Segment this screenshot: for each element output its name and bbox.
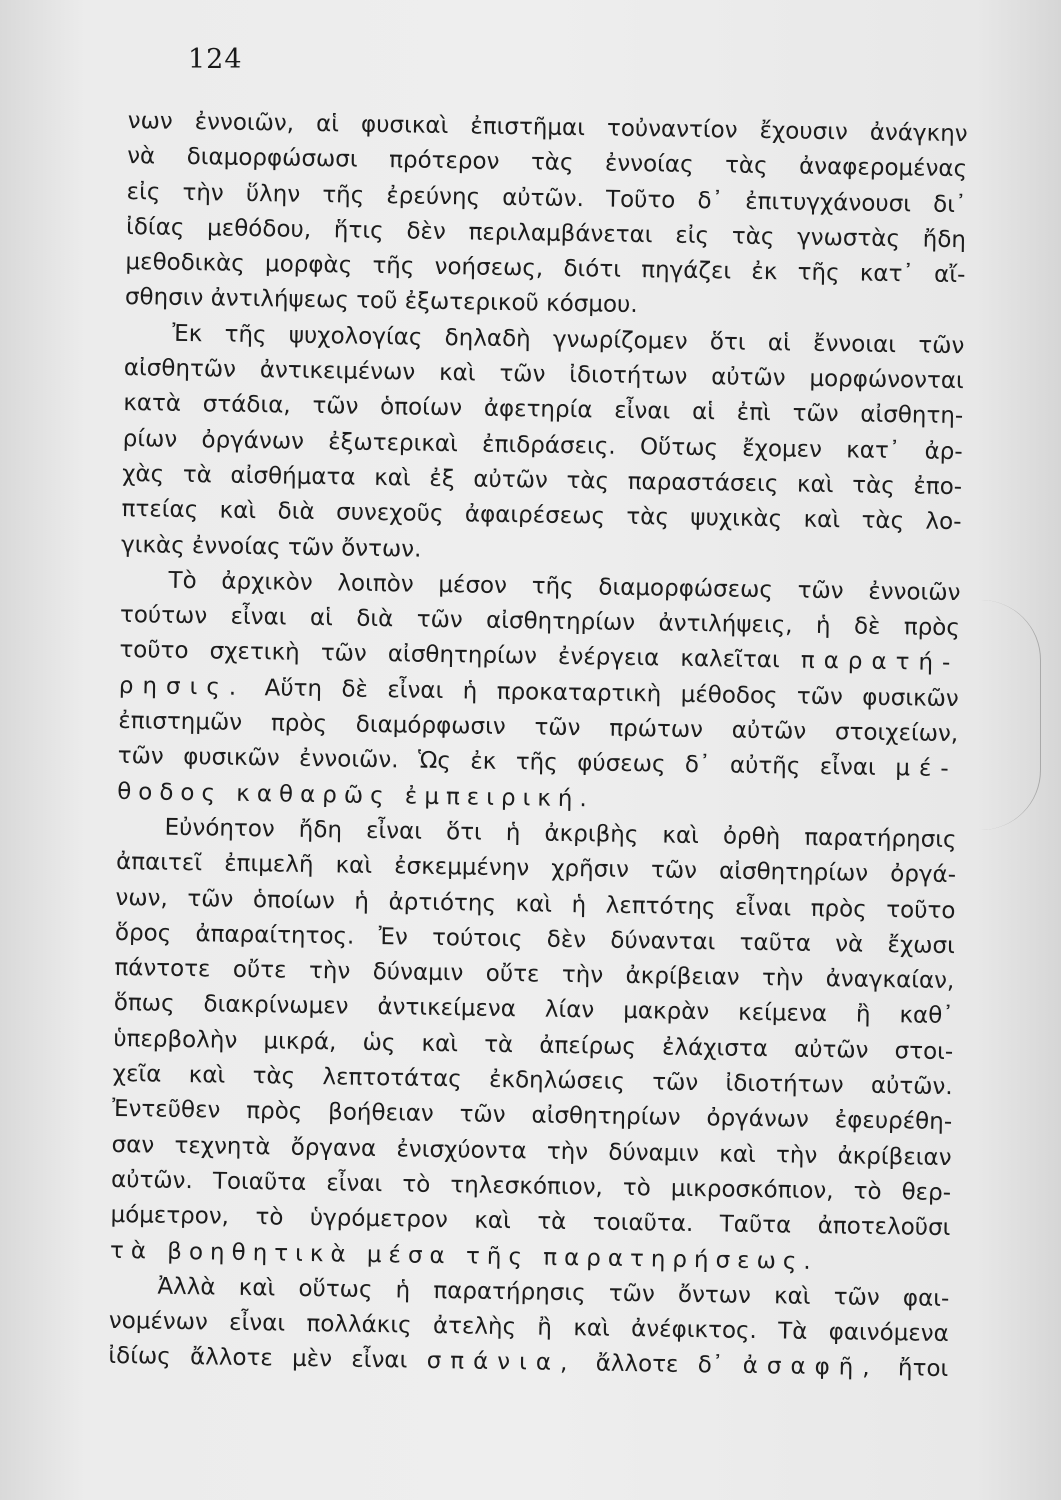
text-segment: Αὕτη δὲ εἶναι ἡ προκαταρτικὴ μέθοδος τῶν φυσικῶν bbox=[264, 674, 959, 712]
text-line: νομένων εἶναι πολλάκις ἀτελὴς ἢ καὶ ἀνέφικτος. Τὰ φαινόμενα bbox=[108, 1307, 949, 1348]
spaced-term: ρησις. bbox=[118, 672, 246, 701]
spaced-term-line: θοδος καθαρῶς ἐμπειρική. bbox=[116, 778, 595, 813]
text-line: ρίων ὀργάνων ἐξωτερικαὶ ἐπιδράσεις. Οὕτως ἔχομεν κατ᾿ ἀρ- bbox=[122, 425, 963, 465]
text-line: εἰς τὴν ὕλην τῆς ἐρεύνης αὐτῶν. Τοῦτο δ᾿ ἐπιτυγχάνουσι δι᾿ bbox=[126, 178, 967, 218]
text-line: Ἐντεῦθεν πρὸς βοήθειαν τῶν αἰσθητηρίων ὀργάνων ἐφευρέθη- bbox=[112, 1096, 953, 1136]
text-line: χεῖα καὶ τὰς λεπτοτάτας ἐκδηλώσεις τῶν ἰδιοτήτων αὐτῶν. bbox=[112, 1060, 953, 1101]
spaced-term: ἀσαφῆ, bbox=[742, 1353, 879, 1382]
text-line: γικὰς ἐννοίας τῶν ὄντων. bbox=[120, 531, 422, 563]
text-line: νων ἐννοιῶν, αἱ φυσικαὶ ἐπιστῆμαι τοὐναντίον ἔχουσιν ἀνάγκην bbox=[127, 107, 968, 148]
text-segment: ἄλλοτε δ᾿ bbox=[595, 1350, 724, 1379]
margin-pencil-mark bbox=[960, 600, 1041, 830]
text-segment: τῶν φυσικῶν ἐννοιῶν. Ὡς ἐκ τῆς φύσεως δ᾿ αὐτῆς εἶναι bbox=[117, 743, 877, 782]
spaced-term: σπάνια, bbox=[426, 1348, 577, 1377]
text-line: αὐτῶν. Τοιαῦτα εἶναι τὸ τηλεσκόπιον, τὸ μικροσκόπιον, τὸ θερ- bbox=[110, 1166, 952, 1206]
paragraph-start: Ἀλλὰ καὶ οὕτως ἡ παρατήρησις τῶν ὄντων καὶ τῶν φαι- bbox=[157, 1273, 950, 1312]
text-line: ἀπαιτεῖ ἐπιμελῆ καὶ ἐσκεμμένην χρῆσιν τῶν αἰσθητηρίων ὀργά- bbox=[115, 849, 957, 889]
text-line: ὅρος ἀπαραίτητος. Ἐν τούτοις δὲν δύνανται ταῦτα νὰ ἔχωσι bbox=[114, 919, 956, 959]
paragraph-start: Ἐκ τῆς ψυχολογίας δηλαδὴ γνωρίζομεν ὅτι αἱ ἔννοιαι τῶν bbox=[172, 320, 965, 359]
text-line: νὰ διαμορφώσωσι πρότερον τὰς ἐννοίας τὰς ἀναφερομένας bbox=[126, 143, 968, 183]
text-line: πάντοτε οὔτε τὴν δύναμιν οὔτε τὴν ἀκρίβειαν τὴν ἀναγκαίαν, bbox=[114, 955, 955, 995]
text-line: χὰς τὰ αἰσθήματα καὶ ἐξ αὐτῶν τὰς παραστάσεις καὶ τὰς ἐπο- bbox=[121, 460, 963, 501]
text-line: μόμετρον, τὸ ὑγρόμετρον καὶ τὰ τοιαῦτα. Ταῦτα ἀποτελοῦσι bbox=[110, 1202, 951, 1242]
text-segment: ἤτοι bbox=[897, 1355, 949, 1383]
spaced-term: παρατή- bbox=[800, 648, 960, 677]
spaced-term: μέ- bbox=[895, 755, 958, 783]
text-line: σαν τεχνητὰ ὄργανα ἐνισχύοντα τὴν δύναμιν καὶ τὴν ἀκρίβειαν bbox=[111, 1131, 952, 1171]
paragraph-start: Τὸ ἀρχικὸν λοιπὸν μέσον τῆς διαμορφώσεως τῶν ἐννοιῶν bbox=[168, 567, 961, 606]
text-line: ὑπερβολὴν μικρά, ὡς καὶ τὰ ἀπείρως ἐλάχιστα αὐτῶν στοι- bbox=[113, 1025, 954, 1065]
text-line: αἰσθητῶν ἀντικειμένων καὶ τῶν ἰδιοτήτων αὐτῶν μορφώνονται bbox=[123, 355, 964, 395]
text-line: ὅπως διακρίνωμεν ἀντικείμενα λίαν μακρὰν κείμενα ἢ καθ᾿ bbox=[113, 990, 954, 1030]
text-line: μεθοδικὰς μορφὰς τῆς νοήσεως, διότι πηγάζει ἐκ τῆς κατ᾿ αἴ- bbox=[125, 249, 966, 289]
text-line: σθησιν ἀντιλήψεως τοῦ ἐξωτερικοῦ κόσμου. bbox=[124, 284, 638, 319]
text-line: κατὰ στάδια, τῶν ὁποίων ἀφετηρία εἶναι αἱ ἐπὶ τῶν αἰσθητη- bbox=[123, 390, 964, 430]
text-segment: ἰδίως ἄλλοτε μὲν εἶναι bbox=[108, 1343, 408, 1374]
text-line: τούτων εἶναι αἱ διὰ τῶν αἰσθητηρίων ἀντιλήψεις, ἡ δὲ πρὸς bbox=[119, 602, 961, 642]
text-line: νων, τῶν ὁποίων ἡ ἀρτιότης καὶ ἡ λεπτότης εἶναι πρὸς τοῦτο bbox=[115, 884, 956, 924]
body-text bbox=[108, 104, 968, 1388]
text-segment: τοῦτο σχετικὴ τῶν αἰσθητηρίων ἐνέργεια καλεῖται bbox=[119, 637, 780, 674]
text-line: ἐπιστημῶν πρὸς διαμόρφωσιν τῶν πρώτων αὐτῶν στοιχείων, bbox=[118, 707, 959, 748]
paragraph-start: Εὐνόητον ἤδη εἶναι ὅτι ἡ ἀκριβὴς καὶ ὀρθὴ παρατήρησις bbox=[164, 814, 957, 854]
text-line: πτείας καὶ διὰ συνεχοῦς ἀφαιρέσεως τὰς ψυχικὰς καὶ τὰς λο- bbox=[121, 496, 962, 536]
text-line: ἰδίας μεθόδου, ἥτις δὲν περιλαμβάνεται εἰς τὰς γνωστὰς ἤδη bbox=[125, 213, 967, 254]
spaced-term-line: τὰ βοηθητικὰ μέσα τῆς παρατηρήσεως. bbox=[109, 1237, 818, 1275]
page-number: 124 bbox=[188, 44, 243, 75]
